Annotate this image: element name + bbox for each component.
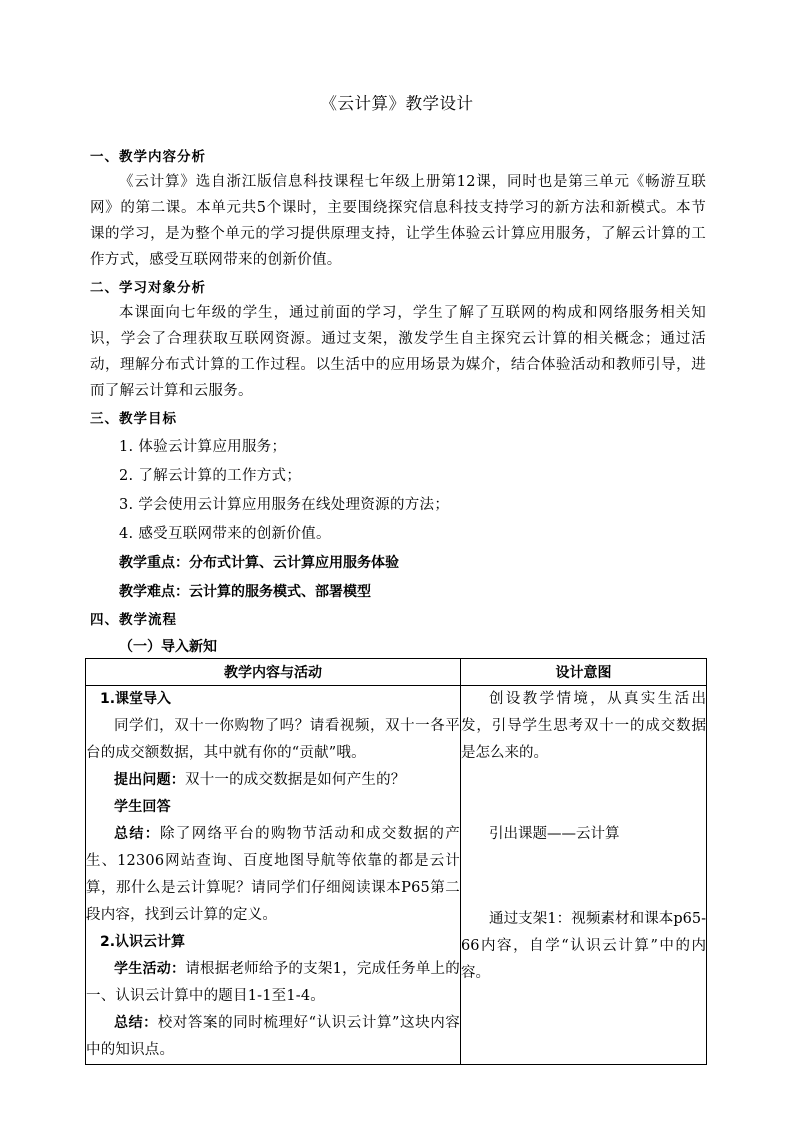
key-point: 教学重点：分布式计算、云计算应用服务体验 — [119, 555, 399, 571]
question-text: 双十一的成交数据是如何产生的？ — [185, 772, 406, 788]
document-body — [90, 146, 706, 661]
difficult-point: 教学难点：云计算的服务模式、部署模型 — [119, 584, 371, 600]
part-title-know-cloud: 2.认识云计算 — [100, 934, 186, 950]
section-heading-content-analysis: 一、教学内容分析 — [90, 149, 206, 165]
summary-paragraph — [86, 821, 460, 929]
objective-item: 3. 学会使用云计算应用服务在线处理资源的方法； — [119, 497, 450, 513]
spacer — [461, 767, 706, 821]
content-analysis-text: 《云计算》选自浙江版信息科技课程七年级上册第12课，同时也是第三单元《畅游互联网》的第二课。本单元共5个课时，主要围绕探究信息科技支持学习的新方法和新模式。本节课的学习，是为整个单元的学习提供原理支持，让学生体验云计算应用服务，了解云计算的工作方式，感受互联网带来的创新价值。 — [90, 174, 706, 268]
learner-analysis-text: 本课面向七年级的学生，通过前面的学习，学生了解了互联网的构成和网络服务相关知识，学会了合理获取互联网资源。通过支架，激发学生自主探究云计算的相关概念；通过活动，理解分布式计算的工作过程。以生活中的应用场景为媒介，结合体验活动和教师引导，进而了解云计算和云服务。 — [90, 305, 706, 399]
intent-cell — [461, 686, 707, 1065]
objective-item: 4. 感受互联网带来的创新价值。 — [119, 526, 331, 542]
section-heading-process: 四、教学流程 — [90, 612, 177, 628]
activity-text: 请根据老师给予的支架1，完成任务单上的一、认识云计算中的题目1-1至1-4。 — [86, 961, 461, 1004]
summary-text: 除了网络平台的购物节活动和成交数据的产生、12306网站查询、百度地图导航等依靠的都是云计算，那什么是云计算呢？请同学们仔细阅读课本P65第二段内容，找到云计算的定义。 — [86, 826, 460, 923]
question-label: 提出问题： — [114, 772, 185, 788]
intent-scaffold: 通过支架1：视频素材和课本p65-66内容，自学“认识云计算”中的内容。 — [461, 911, 706, 981]
section-heading-objectives: 三、教学目标 — [90, 411, 177, 427]
intent-intro: 创设教学情境，从真实生活出发，引导学生思考双十一的成交数据是怎么来的。 — [461, 691, 706, 761]
summary2-label: 总结： — [114, 1015, 158, 1031]
spacer — [461, 848, 706, 906]
teaching-flow-table — [85, 658, 707, 1065]
document-title: 《云计算》教学设计 — [320, 94, 474, 113]
summary2-paragraph — [86, 1010, 460, 1064]
header-design-intent: 设计意图 — [461, 659, 707, 686]
intro-paragraph: 同学们，双十一你购物了吗？请看视频，双十一各平台的成交额数据，其中就有你的“贡献”哦。 — [86, 718, 460, 761]
objectives-list — [90, 433, 706, 549]
objective-item: 1. 体验云计算应用服务； — [119, 439, 287, 455]
objective-item: 2. 了解云计算的工作方式； — [119, 468, 302, 484]
table-row — [86, 686, 707, 1065]
activity-paragraph — [86, 956, 460, 1010]
header-content-activities: 教学内容与活动 — [86, 659, 461, 686]
section-heading-learner-analysis: 二、学习对象分析 — [90, 280, 206, 296]
table-header-row — [86, 659, 707, 686]
part-title-class-intro: 1.课堂导入 — [100, 691, 172, 707]
student-answer-label: 学生回答 — [114, 799, 171, 815]
summary-label: 总结： — [114, 826, 161, 842]
summary2-text: 校对答案的同时梳理好“认识云计算”这块内容中的知识点。 — [86, 1015, 460, 1058]
activity-label: 学生活动： — [114, 961, 186, 977]
content-cell — [86, 686, 461, 1065]
intent-topic: 引出课题——云计算 — [489, 826, 620, 842]
sub-heading-introduction: （一）导入新知 — [119, 639, 217, 655]
question-paragraph — [86, 767, 460, 794]
